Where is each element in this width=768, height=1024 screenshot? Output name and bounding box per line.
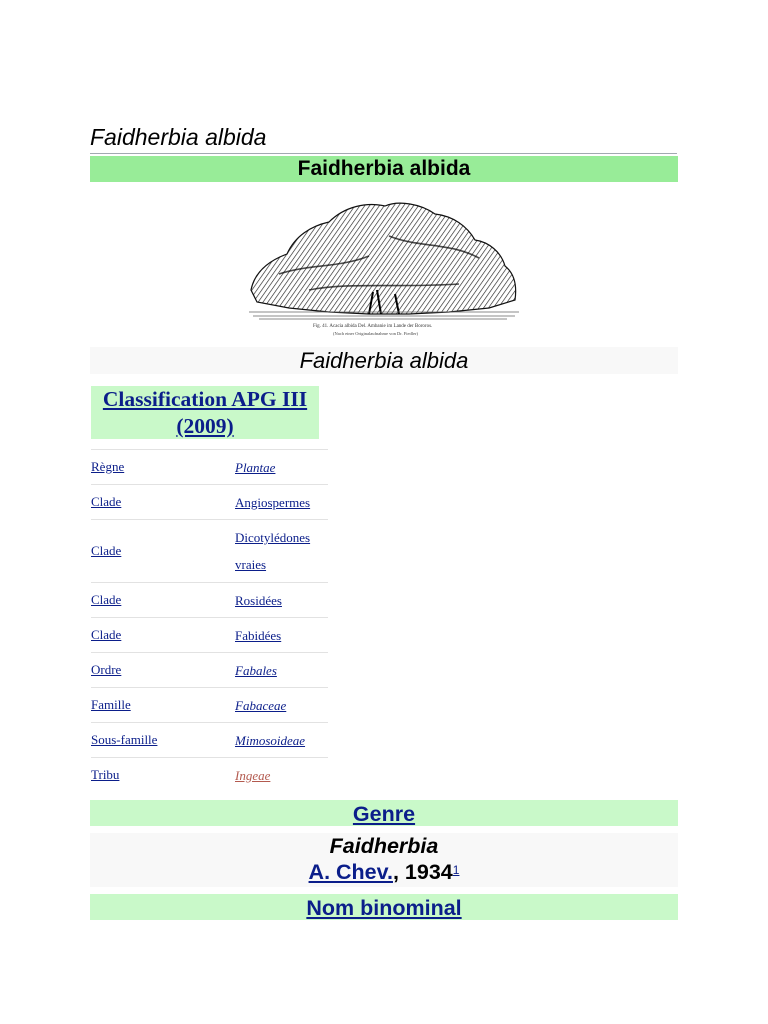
taxon-missing-link[interactable]: Ingeae — [235, 767, 271, 783]
taxonomy-row — [91, 582, 328, 617]
taxonomy-row — [91, 757, 328, 792]
taxon-link[interactable]: Mimosoideae — [235, 732, 306, 748]
taxonomy-row — [91, 617, 328, 652]
rank-link[interactable]: Clade — [91, 592, 122, 607]
binomial-link[interactable]: Nom binominal — [306, 896, 462, 920]
taxonomy-row — [91, 519, 328, 582]
title-divider — [90, 153, 677, 154]
taxon-link[interactable]: Rosidées — [235, 592, 282, 608]
rank-link[interactable]: Règne — [91, 459, 125, 474]
genre-header — [90, 800, 678, 826]
taxonomy-row — [91, 652, 328, 687]
rank-link[interactable]: Clade — [91, 494, 122, 509]
rank-link[interactable]: Clade — [91, 627, 122, 642]
svg-text:(Nach einer Originalaufnahme v: (Nach einer Originalaufnahme von Dr. Fiedler) — [333, 331, 418, 336]
svg-text:Fig. 41. Acacia albida Del. Am: Fig. 41. Acacia albida Del. Ambanie im Lande der Bororos. — [313, 324, 433, 329]
taxonomy-row — [91, 484, 328, 519]
classification-link[interactable]: Classification APG III (2009) — [102, 387, 308, 438]
infobox-header: Faidherbia albida — [90, 156, 678, 182]
author-link[interactable]: A. Chev. — [308, 860, 393, 884]
rank-link[interactable]: Famille — [91, 697, 131, 712]
reference-link[interactable]: 1 — [452, 863, 460, 877]
rank-link[interactable]: Tribu — [91, 767, 120, 782]
genre-year: , 1934 — [392, 860, 453, 884]
binomial-header — [90, 894, 678, 920]
taxonomy-row — [91, 687, 328, 722]
image-caption: Faidherbia albida — [90, 347, 678, 374]
rank-link[interactable]: Ordre — [91, 662, 122, 677]
taxonomy-row — [91, 449, 328, 484]
page-title: Faidherbia albida — [90, 124, 267, 150]
taxonomy-table — [91, 449, 328, 792]
genre-box — [90, 833, 678, 887]
rank-link[interactable]: Sous-famille — [91, 732, 158, 747]
classification-header — [91, 386, 319, 439]
taxon-link[interactable]: Plantae — [235, 459, 276, 475]
taxonomy-row — [91, 722, 328, 757]
taxon-link[interactable]: Dicotylédones vraies — [235, 530, 311, 572]
taxon-link[interactable]: Angiospermes — [235, 494, 311, 510]
tree-illustration[interactable] — [249, 196, 519, 342]
taxon-link[interactable]: Fabales — [235, 662, 277, 678]
genre-link[interactable]: Genre — [352, 802, 416, 826]
rank-link[interactable]: Clade — [91, 543, 122, 558]
taxon-link[interactable]: Fabidées — [235, 627, 282, 643]
tree-drawing — [249, 196, 519, 342]
genre-name: Faidherbia — [329, 834, 439, 858]
taxon-link[interactable]: Fabaceae — [235, 697, 287, 713]
